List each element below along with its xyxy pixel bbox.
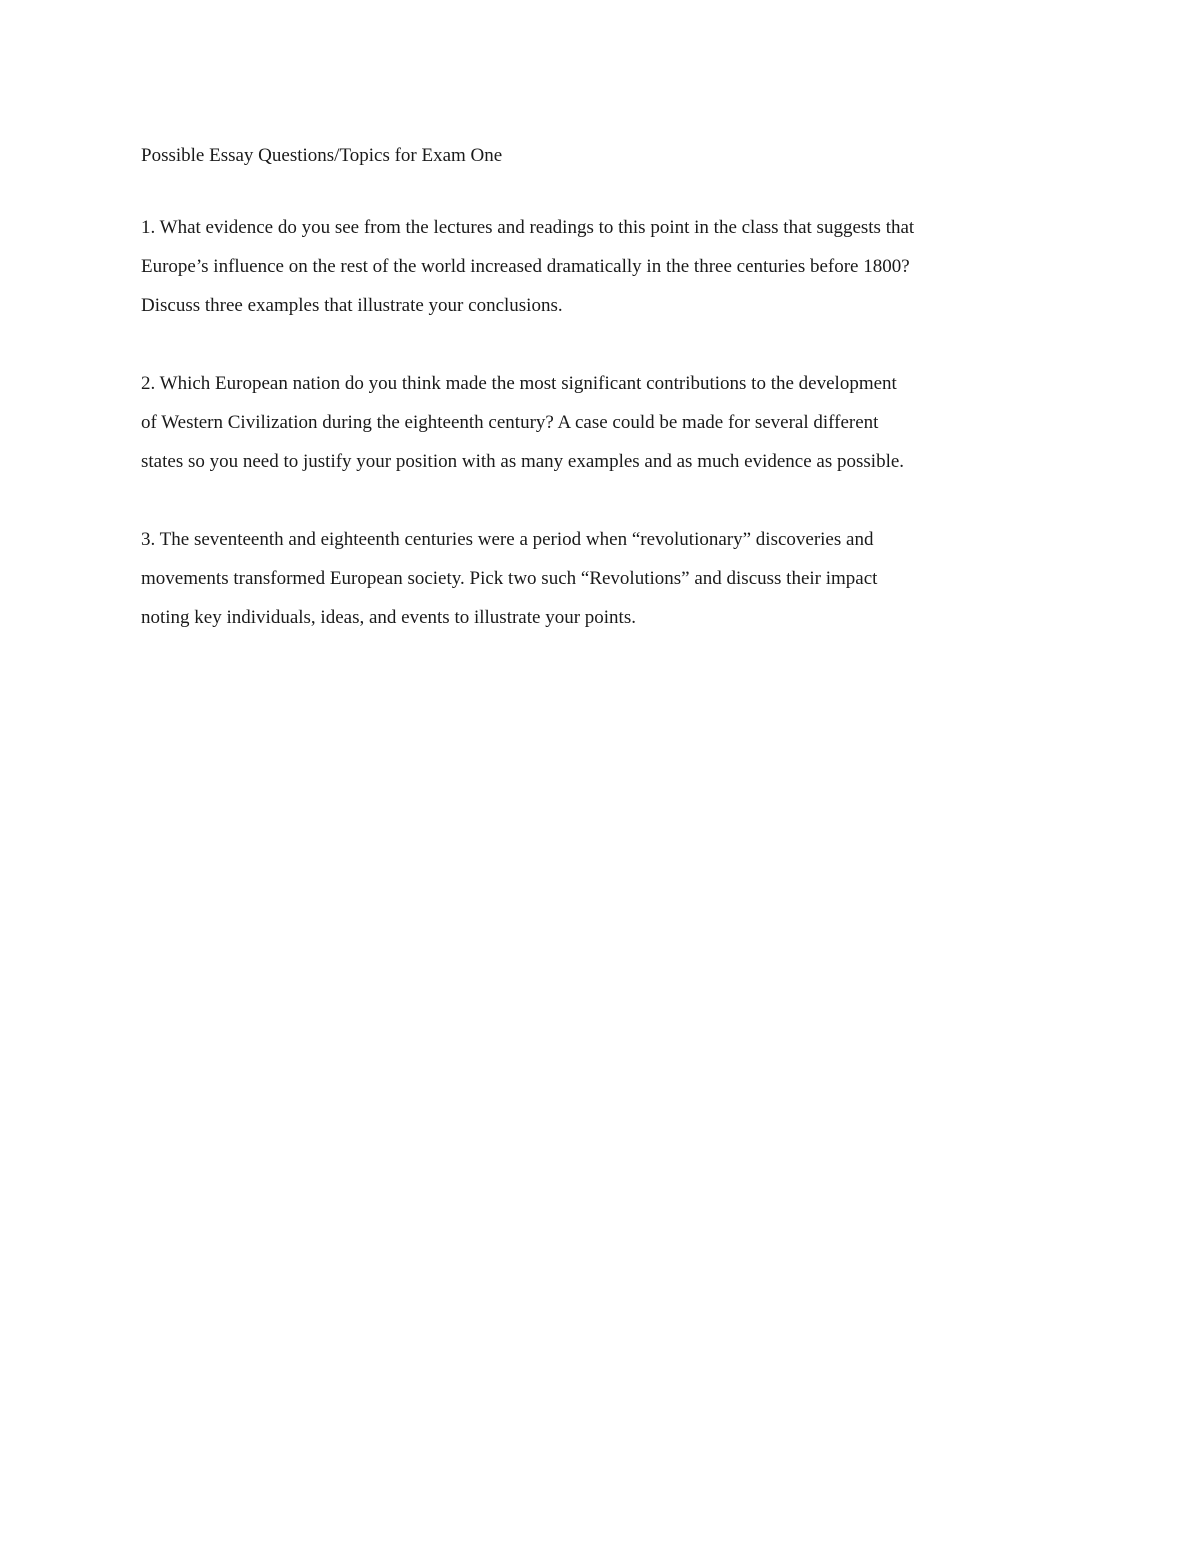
- essay-question-2: [141, 364, 1071, 481]
- essay-question-1: [141, 208, 1071, 325]
- question-1-line-3: Discuss three examples that illustrate your conclusions.: [141, 295, 563, 316]
- document-body: [141, 142, 1071, 676]
- question-3-line-1: 3. The seventeenth and eighteenth centuries were a period when “revolutionary” discoveries and: [141, 529, 874, 550]
- document-title: Possible Essay Questions/Topics for Exam One: [141, 145, 503, 166]
- question-3-line-2: movements transformed European society. Pick two such “Revolutions” and discuss their impact: [141, 568, 878, 589]
- question-1-line-2: Europe’s influence on the rest of the world increased dramatically in the three centuries before 1800?: [141, 256, 910, 277]
- question-1-line-1: 1. What evidence do you see from the lectures and readings to this point in the class that suggests that: [141, 217, 915, 238]
- question-2-line-3: states so you need to justify your position with as many examples and as much evidence as possible.: [141, 451, 905, 472]
- question-2-line-2: of Western Civilization during the eighteenth century? A case could be made for several different: [141, 412, 879, 433]
- question-2-line-1: 2. Which European nation do you think made the most significant contributions to the development: [141, 373, 897, 394]
- question-3-line-3: noting key individuals, ideas, and events to illustrate your points.: [141, 607, 636, 628]
- essay-question-3: [141, 520, 1071, 637]
